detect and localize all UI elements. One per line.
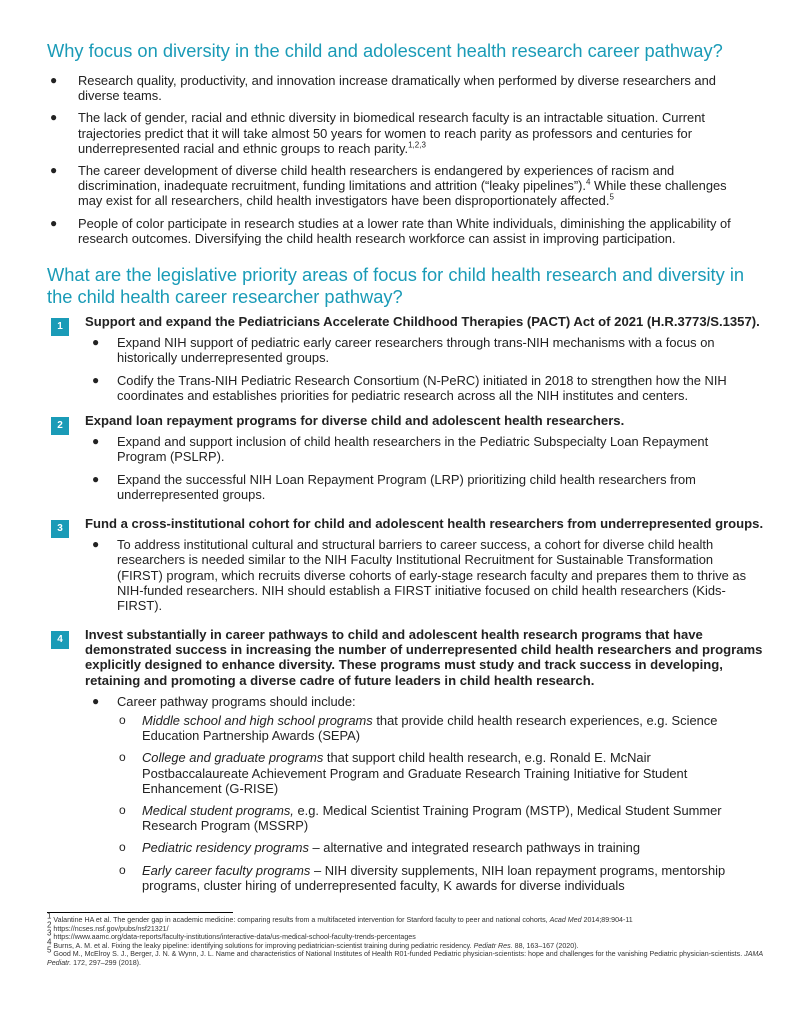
- section-heading-why: Why focus on diversity in the child and adolescent health research career pathway?: [47, 40, 723, 61]
- circle-bullet-icon: o: [119, 803, 126, 818]
- priority-title: Support and expand the Pediatricians Accelerate Childhood Therapies (PACT) Act of 2021 (H.R.3773/S.1357).: [85, 314, 760, 329]
- list-item: o Pediatric residency programs – alternative and integrated research pathways in training: [119, 840, 640, 856]
- footnote-ref[interactable]: 4: [586, 177, 591, 187]
- priority-1: [47, 314, 760, 410]
- list-item: ● Expand the successful NIH Loan Repayment Program (LRP) prioritizing child health researchers from underrepresented groups.: [92, 471, 696, 502]
- bullet-icon: ●: [92, 537, 100, 552]
- priority-title: Fund a cross-institutional cohort for child and adolescent health researchers from underrepresented groups.: [85, 516, 764, 531]
- why-bullet-list: [47, 73, 747, 253]
- priority-4: [47, 627, 763, 900]
- priority-bullets: [47, 335, 757, 403]
- priority-title: Invest substantially in career pathways to child and adolescent health research programs that have demonstrated success in increasing the number of underrepresented child health researchers and programs explicitly designed to enhance diversity. These programs must study and track success in developing, retaining and promoting a diverse cadre of future leaders in child health research.: [85, 627, 763, 688]
- footnote-2[interactable]: $^2$ https://ncses.nsf.gov/pubs/nsf21321/: [47, 920, 169, 933]
- footnote-4: $^4$ Burns, A. M. et al. Fixing the leaky pipeline: identifying solutions for improving pediatrician-scientist training during pediatric residency. Pediatr Res. 88, 163–167 (2020).: [47, 937, 579, 950]
- bullet-icon: ●: [50, 163, 58, 178]
- priority-title: Expand loan repayment programs for diverse child and adolescent health researchers.: [85, 413, 625, 428]
- footnote-5: $^5$ Good M., McElroy S. J., Berger, J. N. & Wynn, J. L. Name and characteristics of National Institutes of Health R01-funded Pediatric physician-scientists: hope and challenges for the vanishing Pediatric physician-scientists. JAMA Pediatr. 172, 297–299 (2018).: [47, 946, 763, 967]
- bullet-icon: ●: [50, 73, 58, 87]
- priority-2: [47, 413, 757, 509]
- list-item: ● People of color participate in research studies at a lower rate than White individuals, diminishing the applicability of research outcomes. Diversifying the child health research workforce can assist in improving participation.: [50, 215, 731, 246]
- list-item: o Early career faculty programs – NIH diversity supplements, NIH loan repayment programs, mentorship programs, cluster hiring of underrepresented faculty, K awards for diverse individuals: [119, 862, 726, 893]
- circle-bullet-icon: o: [119, 713, 126, 728]
- priority-number-badge: 2: [51, 417, 69, 435]
- priority-number-badge: 4: [51, 631, 69, 649]
- list-item: ● The career development of diverse child health researchers is endangered by experiences of racism and discrimination, inadequate recruitment, funding limitations and attrition (“leaky pipelines”).$^4$ While these challenges may exist for all researchers, child health investigators have been disproportionately affected.$^5$: [50, 163, 727, 209]
- list-item: o Middle school and high school programs that provide child health research experiences, e.g. Science Education Partnership Awards (SEPA): [119, 713, 718, 744]
- priority-bullets: [47, 694, 757, 893]
- list-item: o College and graduate programs that support child health research, e.g. Ronald E. McNair Postbaccalaureate Achievement Program and Graduate Research Training Initiative for Student Enhancement (G-RISE): [119, 750, 688, 796]
- bullet-icon: ●: [92, 471, 100, 486]
- bullet-icon: ●: [92, 372, 100, 387]
- priority-number-badge: 1: [51, 318, 69, 336]
- bullet-icon: ●: [92, 693, 100, 708]
- footnote-divider: [47, 912, 233, 913]
- footnote-ref[interactable]: 5: [609, 193, 614, 203]
- circle-bullet-icon: o: [119, 750, 126, 765]
- list-item: ● The lack of gender, racial and ethnic diversity in biomedical research faculty is an intractable situation. Current trajectories predict that it will take almost 50 years for women to reach parity as professors and centuries for underrepresented racial and ethnic groups to reach parity.$^{1,2,3}$: [50, 110, 705, 156]
- priority-bullets: [47, 434, 757, 502]
- list-item: o Medical student programs, e.g. Medical Scientist Training Program (MSTP), Medical Student Summer Research Program (MSSRP): [119, 803, 722, 834]
- list-item: ● To address institutional cultural and structural barriers to career success, a cohort for diverse child health researchers is needed similar to the NIH Faculty Institutional Recruitment for Sustainable Transformation (FIRST) program, which recruits diverse cohorts of early-stage research faculty and prepares them to thrive as NIH-funded researchers. NIH should establish a FIRST initiative focused on child health researchers (Kids-FIRST).: [92, 537, 747, 614]
- footnote-1: $^1$ Valantine HA et al. The gender gap in academic medicine: comparing results from a multifaceted intervention for Stanford faculty to peer and national cohorts, Acad Med 2014;89:904-11: [47, 911, 633, 924]
- bullet-icon: ●: [92, 335, 100, 350]
- footnotes: [47, 911, 767, 968]
- bullet-icon: ●: [92, 434, 100, 449]
- career-program-list: [117, 713, 757, 893]
- list-item: ● Codify the Trans-NIH Pediatric Research Consortium (N-PeRC) initiated in 2018 to strengthen how the NIH coordinates and establishes priorities for pediatric research across all the NIH institutes and centers.: [92, 372, 727, 403]
- list-item: ● Research quality, productivity, and innovation increase dramatically when performed by diverse researchers and diverse teams.: [50, 73, 716, 104]
- circle-bullet-icon: o: [119, 862, 126, 877]
- bullet-icon: ●: [50, 215, 58, 230]
- list-item: ● Expand and support inclusion of child health researchers in the Pediatric Subspecialty Loan Repayment Program (PSLRP).: [92, 434, 709, 465]
- list-item: ● Expand NIH support of pediatric early career researchers through trans-NIH mechanisms with a focus on historically underrepresented groups.: [92, 335, 715, 366]
- priority-number-badge: 3: [51, 520, 69, 538]
- footnote-3[interactable]: $^3$ https://www.aamc.org/data-reports/faculty-institutions/interactive-data/us-medical-school-faculty-trends-percentages: [47, 928, 416, 942]
- section-heading-priorities: What are the legislative priority areas of focus for child health research and diversity in the child health career researcher pathway?: [47, 264, 745, 307]
- footnote-ref[interactable]: 1,2,3: [408, 140, 426, 150]
- priority-bullets: [47, 537, 757, 613]
- circle-bullet-icon: o: [119, 840, 126, 855]
- bullet-icon: ●: [50, 110, 58, 125]
- priority-3: [47, 516, 764, 620]
- list-item: ● Career pathway programs should include: o Middle school and high school programs that provide child health research experiences, e.g. Science Education Partnership Awards (SEPA) o College and graduate programs that support child health research, e.g. Ronald E. McNair Postbaccalaureate Achievement Program and Graduate Research Training Initiative for Student Enhancement (G-RISE) o Medical student programs, e.g. Medical Scientist Training Program (MSTP), Medical Student Summer Research Program (MSSRP) o Pediatric residency programs – alternative and integrated research pathways in training o Early career faculty programs – NIH diversity supplements, NIH loan repayment programs, mentorship programs, cluster hiring of underrepresented faculty, K awards for diverse individuals: [92, 694, 757, 893]
